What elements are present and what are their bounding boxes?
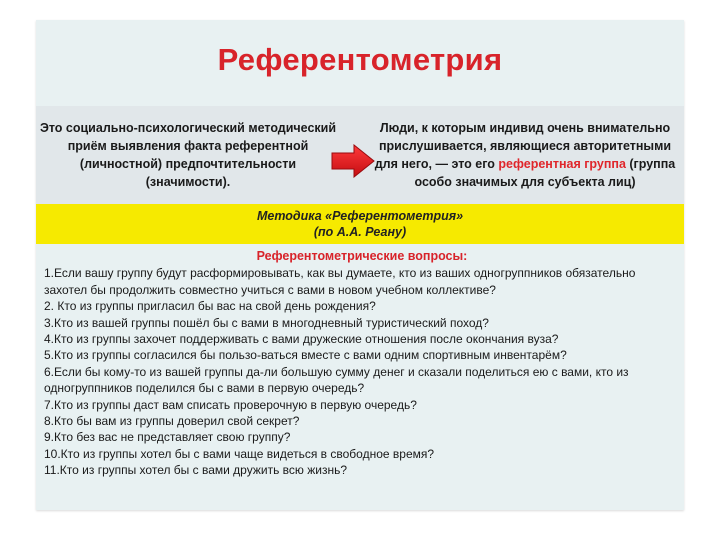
question-item: 11.Кто из группы хотел бы с вами дружить всю жизнь?: [44, 463, 348, 478]
questions-heading: Референтометрические вопросы:: [256, 249, 468, 263]
definition-right-before: Люди, к которым индивид очень внимательно прислушивается, являющиеся авторитетными для него, — это его: [374, 121, 672, 171]
question-item: 9.Кто без вас не представляет свою группу?: [44, 430, 291, 445]
question-item: 7.Кто из группы даст вам списать проверочную в первую очередь?: [44, 397, 417, 412]
slide-title: Референтометрия: [217, 42, 503, 77]
method-title: Методика «Референтометрия»: [256, 209, 464, 223]
slide: [36, 20, 684, 510]
question-item: 8.Кто бы вам из группы доверил свой секрет?: [44, 414, 300, 429]
definition-right-text: [374, 119, 676, 191]
definition-left-text: Это социально-психологический методический приём выявления факта референтной (личностной) предпочтительности (значимости).: [39, 121, 337, 189]
method-band: [36, 204, 684, 244]
definition-right-after: (группа особо значимых для субъекта лиц): [414, 157, 676, 189]
questions-block: [44, 248, 680, 479]
definition-row: [36, 106, 684, 204]
question-item: 1.Если вашу группу будут расформировывать, как вы думаете, кто из ваших одногруппников обязательно захотел бы продолжить совместно учиться с вами в новом учебном коллективе?: [44, 266, 636, 297]
right-arrow-icon: [330, 144, 376, 178]
question-item: 3.Кто из вашей группы пошёл бы с вами в многодневный туристический поход?: [44, 315, 489, 330]
question-item: 10.Кто из группы хотел бы с вами чаще видеться в свободное время?: [44, 446, 435, 461]
question-item: 6.Если бы кому-то из вашей группы да-ли большую сумму денег и сказали поделиться ею с вами, кто из одногруппников поделился бы с вами в первую очередь?: [44, 364, 629, 396]
definition-left: [38, 106, 338, 204]
question-item: 4.Кто из группы захочет поддерживать с вами дружеские отношения после окончания вуза?: [44, 332, 559, 347]
question-item: 2. Кто из группы пригласил бы вас на свой день рождения?: [44, 299, 376, 314]
referent-group-highlight: референтная группа: [498, 157, 626, 171]
method-author: (по А.А. Реану): [313, 225, 407, 239]
question-item: 5.Кто из группы согласился бы пользо-ваться вместе с вами одним спортивным инвентарём?: [44, 348, 567, 363]
definition-right: [374, 106, 676, 204]
